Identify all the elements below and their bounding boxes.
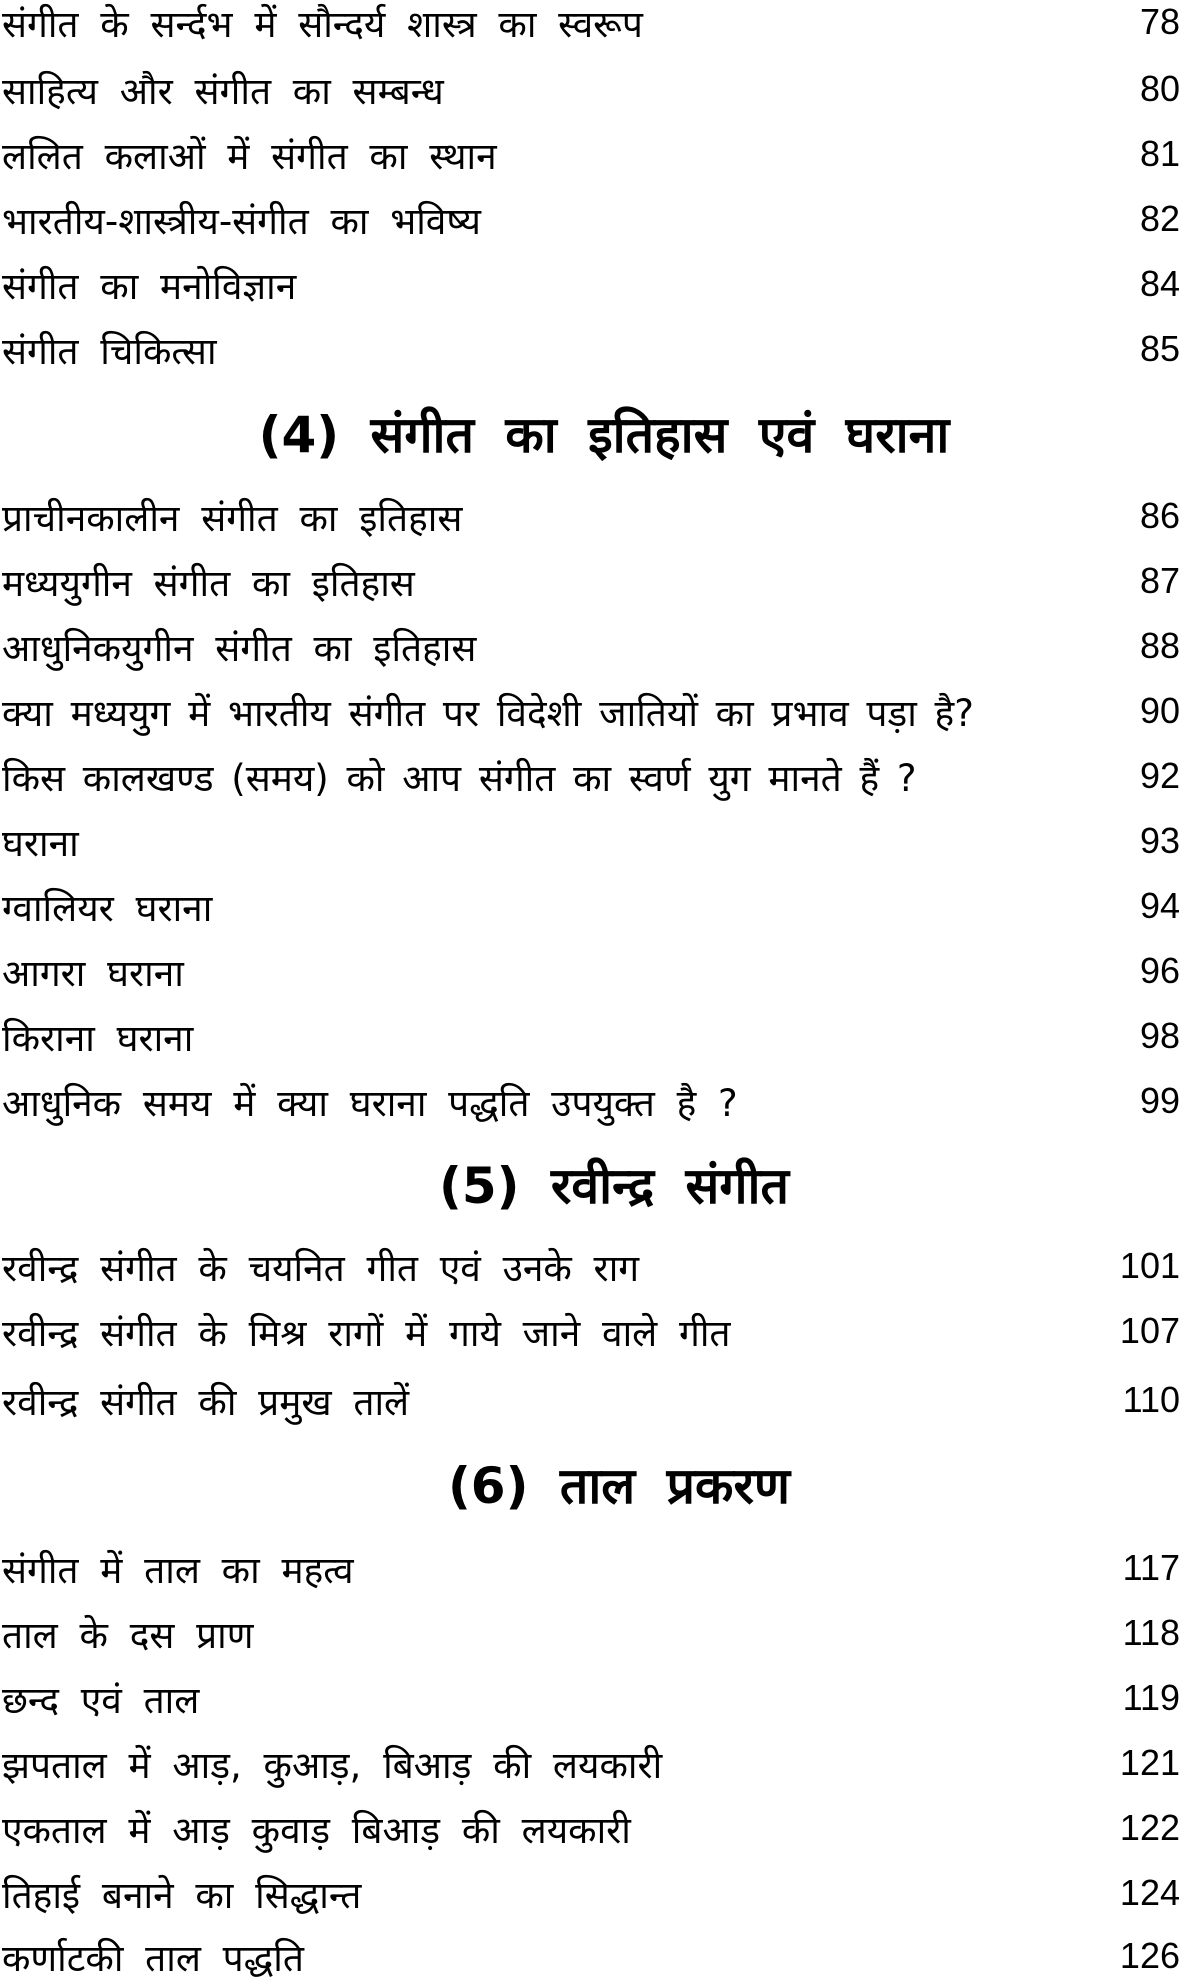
toc-entry-title: क्या मध्ययुग में भारतीय संगीत पर विदेशी जातियों का प्रभाव पड़ा है? [2, 691, 974, 735]
toc-entry-title: प्राचीनकालीन संगीत का इतिहास [2, 496, 463, 540]
toc-entry-title: घराना [2, 821, 79, 865]
toc-entry-title: एकताल में आड़ कुवाड़ बिआड़ की लयकारी [2, 1808, 631, 1852]
toc-entry-page: 96 [1139, 950, 1180, 991]
toc-entry-title: संगीत चिकित्सा [2, 329, 217, 373]
toc-entry-page: 98 [1139, 1015, 1180, 1056]
toc-entry-title: तिहाई बनाने का सिद्धान्त [2, 1873, 362, 1917]
toc-entry [0, 811, 1180, 871]
toc-entry [0, 1301, 1180, 1361]
toc-entry-title: मध्ययुगीन संगीत का इतिहास [2, 561, 415, 605]
toc-entry [0, 1538, 1180, 1598]
toc-entry-page: 117 [1122, 1547, 1180, 1588]
toc-entry-title: ताल के दस प्राण [2, 1613, 254, 1657]
toc-entry [0, 1603, 1180, 1663]
toc-entry-page: 82 [1139, 198, 1180, 239]
section-heading: (5) रवीन्द्र संगीत [439, 1157, 789, 1215]
toc-entry-page: 80 [1139, 68, 1180, 109]
toc-entry [0, 59, 1180, 119]
toc-entry [0, 1071, 1180, 1131]
toc-entry-title: संगीत का मनोविज्ञान [2, 264, 297, 308]
toc-entry-title: आधुनिक समय में क्या घराना पद्धति उपयुक्त है ? [2, 1081, 738, 1125]
toc-entry-page: 90 [1139, 690, 1180, 731]
toc-entry [0, 1006, 1180, 1066]
toc-entry-page: 122 [1119, 1807, 1180, 1848]
toc-entry-page: 126 [1119, 1935, 1180, 1976]
toc-entry-page: 124 [1119, 1872, 1180, 1913]
toc-entry-title: आगरा घराना [2, 951, 184, 995]
toc-entry-title: छन्द एवं ताल [2, 1678, 200, 1722]
toc-entry-title: रवीन्द्र संगीत की प्रमुख तालें [2, 1380, 410, 1424]
toc-entry-page: 88 [1139, 625, 1180, 666]
toc-entry-title: कर्णाटकी ताल पद्धति [2, 1936, 304, 1980]
toc-entry [0, 1733, 1180, 1793]
toc-entry-page: 121 [1119, 1742, 1180, 1783]
toc-entry-title: साहित्य और संगीत का सम्बन्ध [2, 69, 444, 113]
section-heading: (6) ताल प्रकरण [447, 1457, 791, 1515]
toc-entry-page: 85 [1139, 328, 1180, 369]
toc-entry [0, 746, 1180, 806]
toc-entry-page: 86 [1139, 495, 1180, 536]
toc-entry [0, 486, 1180, 546]
toc-entry-page: 84 [1139, 263, 1180, 304]
toc-entry [0, 681, 1180, 741]
toc-entry-title: रवीन्द्र संगीत के मिश्र रागों में गाये जाने वाले गीत [2, 1311, 731, 1355]
toc-entry-title: संगीत के सर्न्दभ में सौन्दर्य शास्त्र का स्वरूप [2, 2, 643, 46]
toc-entry-title: किराना घराना [2, 1016, 194, 1060]
toc-entry [0, 0, 1180, 52]
toc-entry-title: संगीत में ताल का महत्व [2, 1548, 354, 1592]
toc-entry-page: 94 [1139, 885, 1180, 926]
toc-entry [0, 1863, 1180, 1923]
toc-entry-title: किस कालखण्ड (समय) को आप संगीत का स्वर्ण युग मानते हैं ? [2, 756, 917, 800]
toc-entry [0, 1370, 1180, 1430]
toc-entry [0, 254, 1180, 314]
toc-entry [0, 1798, 1180, 1858]
toc-entry [0, 319, 1180, 379]
toc-entry-page: 118 [1122, 1612, 1180, 1653]
toc-entry [0, 124, 1180, 184]
toc-entry-page: 87 [1139, 560, 1180, 601]
toc-entry-page: 81 [1139, 133, 1180, 174]
toc-entry-page: 78 [1139, 1, 1180, 42]
toc-entry-title: ललित कलाओं में संगीत का स्थान [2, 134, 497, 178]
toc-entry-title: झपताल में आड़, कुआड़, बिआड़ की लयकारी [2, 1743, 663, 1787]
toc-entry [0, 941, 1180, 1001]
toc-entry [0, 551, 1180, 611]
toc-entry [0, 1926, 1180, 1986]
toc-entry-page: 99 [1139, 1080, 1180, 1121]
section-heading: (4) संगीत का इतिहास एवं घराना [258, 406, 950, 464]
toc-entry-title: भारतीय-शास्त्रीय-संगीत का भविष्य [2, 199, 481, 243]
toc-entry-page: 119 [1122, 1677, 1180, 1718]
toc-entry [0, 1236, 1180, 1296]
toc-entry-title: रवीन्द्र संगीत के चयनित गीत एवं उनके राग [2, 1246, 640, 1290]
toc-entry-page: 110 [1122, 1379, 1180, 1420]
toc-entry-title: आधुनिकयुगीन संगीत का इतिहास [2, 626, 477, 670]
toc-entry [0, 876, 1180, 936]
toc-entry-title: ग्वालियर घराना [2, 886, 213, 930]
toc-entry-page: 92 [1139, 755, 1180, 796]
toc-entry-page: 93 [1139, 820, 1180, 861]
toc-entry [0, 1668, 1180, 1728]
toc-entry [0, 616, 1180, 676]
toc-entry-page: 107 [1119, 1310, 1180, 1351]
toc-entry [0, 189, 1180, 249]
toc-entry-page: 101 [1119, 1245, 1180, 1286]
